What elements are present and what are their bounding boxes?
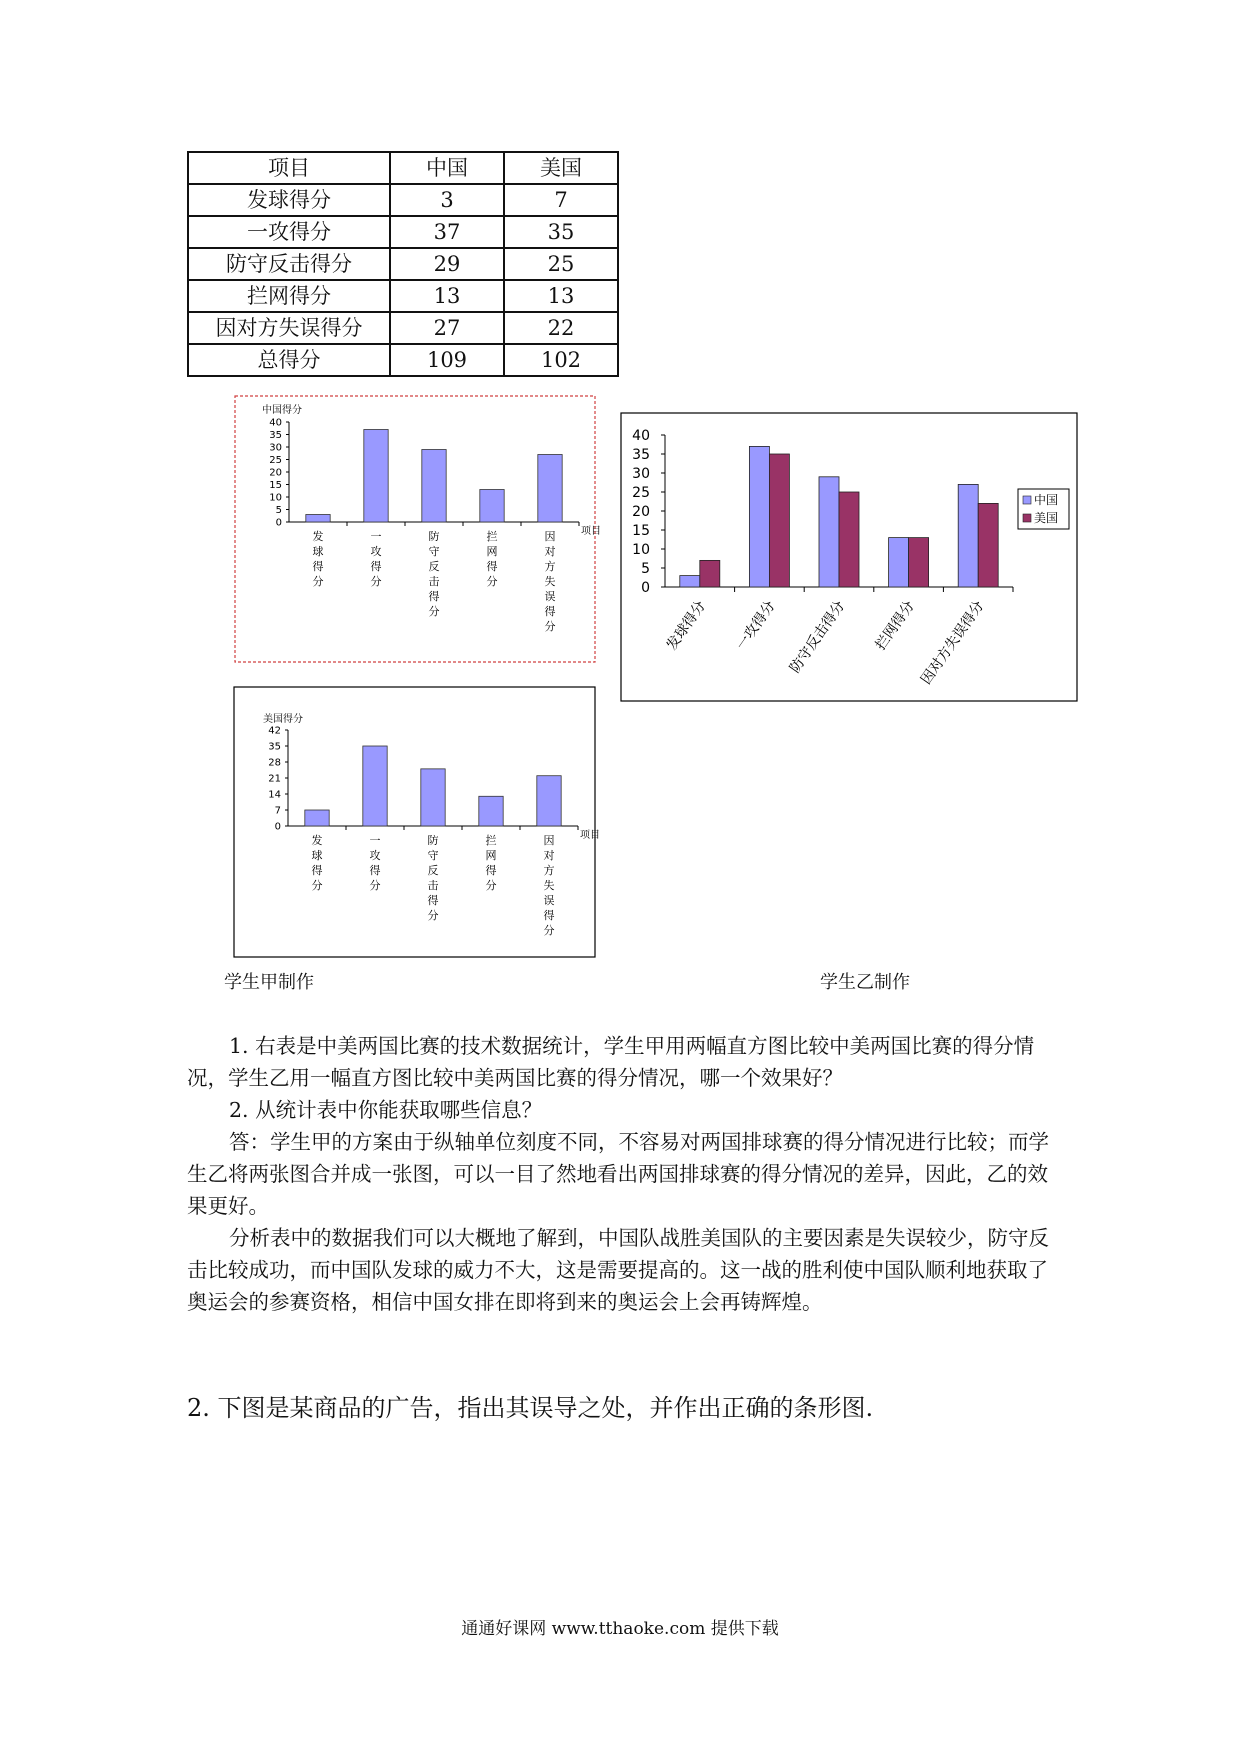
x-tick-label: 拦网得分 [485,834,497,892]
table-cell: 102 [504,344,618,376]
table-cell: 发球得分 [188,184,390,216]
caption-student-b: 学生乙制作 [820,972,910,993]
table-header-cell: 美国 [504,152,618,184]
legend-swatch [1023,514,1031,522]
x-tick-label: 因对方失误得分 [918,598,988,688]
bar [538,455,562,523]
bar-china [889,538,909,587]
x-tick-label: 发球得分 [311,834,323,892]
table-cell: 因对方失误得分 [188,312,390,344]
x-tick-label: 防守反击得分 [428,530,440,618]
x-tick-label: 因对方失误得分 [544,530,556,633]
bar [364,430,388,523]
y-tick-label: 30 [632,466,650,482]
bar-china [680,576,700,587]
y-tick-label: 25 [269,455,282,466]
x-axis-title: 项目 [581,526,601,537]
y-tick-label: 0 [641,580,650,596]
y-tick-label: 42 [268,725,281,737]
bar [537,776,561,826]
x-tick-label: 拦网得分 [872,598,918,654]
bar [421,769,445,826]
bar [480,490,504,523]
y-tick-label: 15 [269,480,282,491]
analysis-paragraph: 分析表中的数据我们可以大概地了解到，中国队战胜美国队的主要因素是失误较少，防守反击比较成功，而中国队发球的威力不大，这是需要提高的。这一战的胜利使中国队顺利地获取了奥运会的参赛资格，相信中国女排在即将到来的奥运会上会再铸辉煌。 [187,1226,1049,1314]
table-cell: 27 [390,312,504,344]
y-tick-label: 28 [268,757,281,769]
table-cell: 25 [504,248,618,280]
table-header-cell: 项目 [188,152,390,184]
table-header-row [188,152,618,184]
x-tick-label: 防守反击得分 [427,834,439,922]
answer-paragraph: 答：学生甲的方案由于纵轴单位刻度不同，不容易对两国排球赛的得分情况进行比较；而学生乙将两张图合并成一张图，可以一目了然地看出两国排球赛的得分情况的差异，因此，乙的效果更好。 [187,1130,1049,1218]
table-row [188,216,618,248]
question-2-advertisement: 2. 下图是某商品的广告，指出其误导之处，并作出正确的条形图. [187,1394,874,1422]
y-tick-label: 7 [274,805,281,817]
bar-china [749,446,769,587]
y-tick-label: 5 [275,505,282,516]
y-tick-label: 20 [269,467,282,479]
y-tick-label: 14 [268,789,281,801]
question-1-paragraph: 1. 右表是中美两国比赛的技术数据统计，学生甲用两幅直方图比较中美两国比赛的得分情况，学生乙用一幅直方图比较中美两国比赛的得分情况，哪一个效果好？ [187,1034,1035,1090]
x-tick-label: 一攻得分 [733,598,779,654]
y-tick-label: 20 [632,504,650,520]
bar [305,810,329,826]
y-tick-label: 30 [269,442,282,454]
chart-title: 中国得分 [262,405,302,416]
bar-usa [839,492,859,587]
combined-score-chart [620,412,1078,702]
x-tick-label: 一攻得分 [370,530,382,588]
y-tick-label: 10 [632,542,650,558]
legend-swatch [1023,496,1031,504]
y-tick-label: 40 [632,428,650,444]
y-tick-label: 40 [269,417,282,429]
bar [422,450,446,523]
x-tick-label: 拦网得分 [486,530,498,588]
y-tick-label: 25 [632,485,650,501]
bar-usa [700,560,720,587]
table-cell: 13 [390,280,504,312]
y-tick-label: 35 [268,741,281,753]
bar-china [819,477,839,587]
page-footer: 通通好课网 www.tthaoke.com 提供下载 [461,1619,779,1639]
table-cell: 35 [504,216,618,248]
table-cell: 总得分 [188,344,390,376]
x-axis-title: 项目 [580,830,600,841]
y-tick-label: 21 [268,773,281,785]
y-tick-label: 10 [269,492,282,504]
x-tick-label: 一攻得分 [369,834,381,892]
usa-score-chart [233,686,600,958]
table-cell: 22 [504,312,618,344]
table-cell: 7 [504,184,618,216]
bar [306,515,330,523]
caption-student-a: 学生甲制作 [224,972,314,993]
table-cell: 37 [390,216,504,248]
chart-title: 美国得分 [263,714,303,725]
table-cell: 3 [390,184,504,216]
bar [479,796,503,826]
x-tick-label: 发球得分 [312,530,324,588]
china-score-chart [234,395,601,663]
table-row [188,312,618,344]
y-tick-label: 5 [641,561,650,577]
y-tick-label: 0 [275,517,282,529]
y-tick-label: 15 [632,523,650,539]
table-cell: 拦网得分 [188,280,390,312]
y-tick-label: 35 [632,447,650,463]
x-tick-label: 防守反击得分 [786,598,849,677]
bar-usa [978,503,998,587]
bar-usa [769,454,789,587]
table-header-cell: 中国 [390,152,504,184]
table-cell: 29 [390,248,504,280]
table-cell: 一攻得分 [188,216,390,248]
bar-china [958,484,978,587]
table-row [188,184,618,216]
y-tick-label: 35 [269,430,282,441]
bar [363,746,387,826]
bar-usa [909,538,929,587]
legend-label: 中国 [1034,493,1059,507]
table-row [188,248,618,280]
stats-table [187,151,619,377]
x-tick-label: 因对方失误得分 [543,834,555,937]
legend-label: 美国 [1034,511,1059,525]
table-cell: 防守反击得分 [188,248,390,280]
question-2-paragraph: 2. 从统计表中你能获取哪些信息？ [229,1098,543,1122]
table-cell: 13 [504,280,618,312]
table-row [188,280,618,312]
table-cell: 109 [390,344,504,376]
x-tick-label: 发球得分 [663,598,710,654]
table-row [188,344,618,376]
y-tick-label: 0 [274,821,281,833]
